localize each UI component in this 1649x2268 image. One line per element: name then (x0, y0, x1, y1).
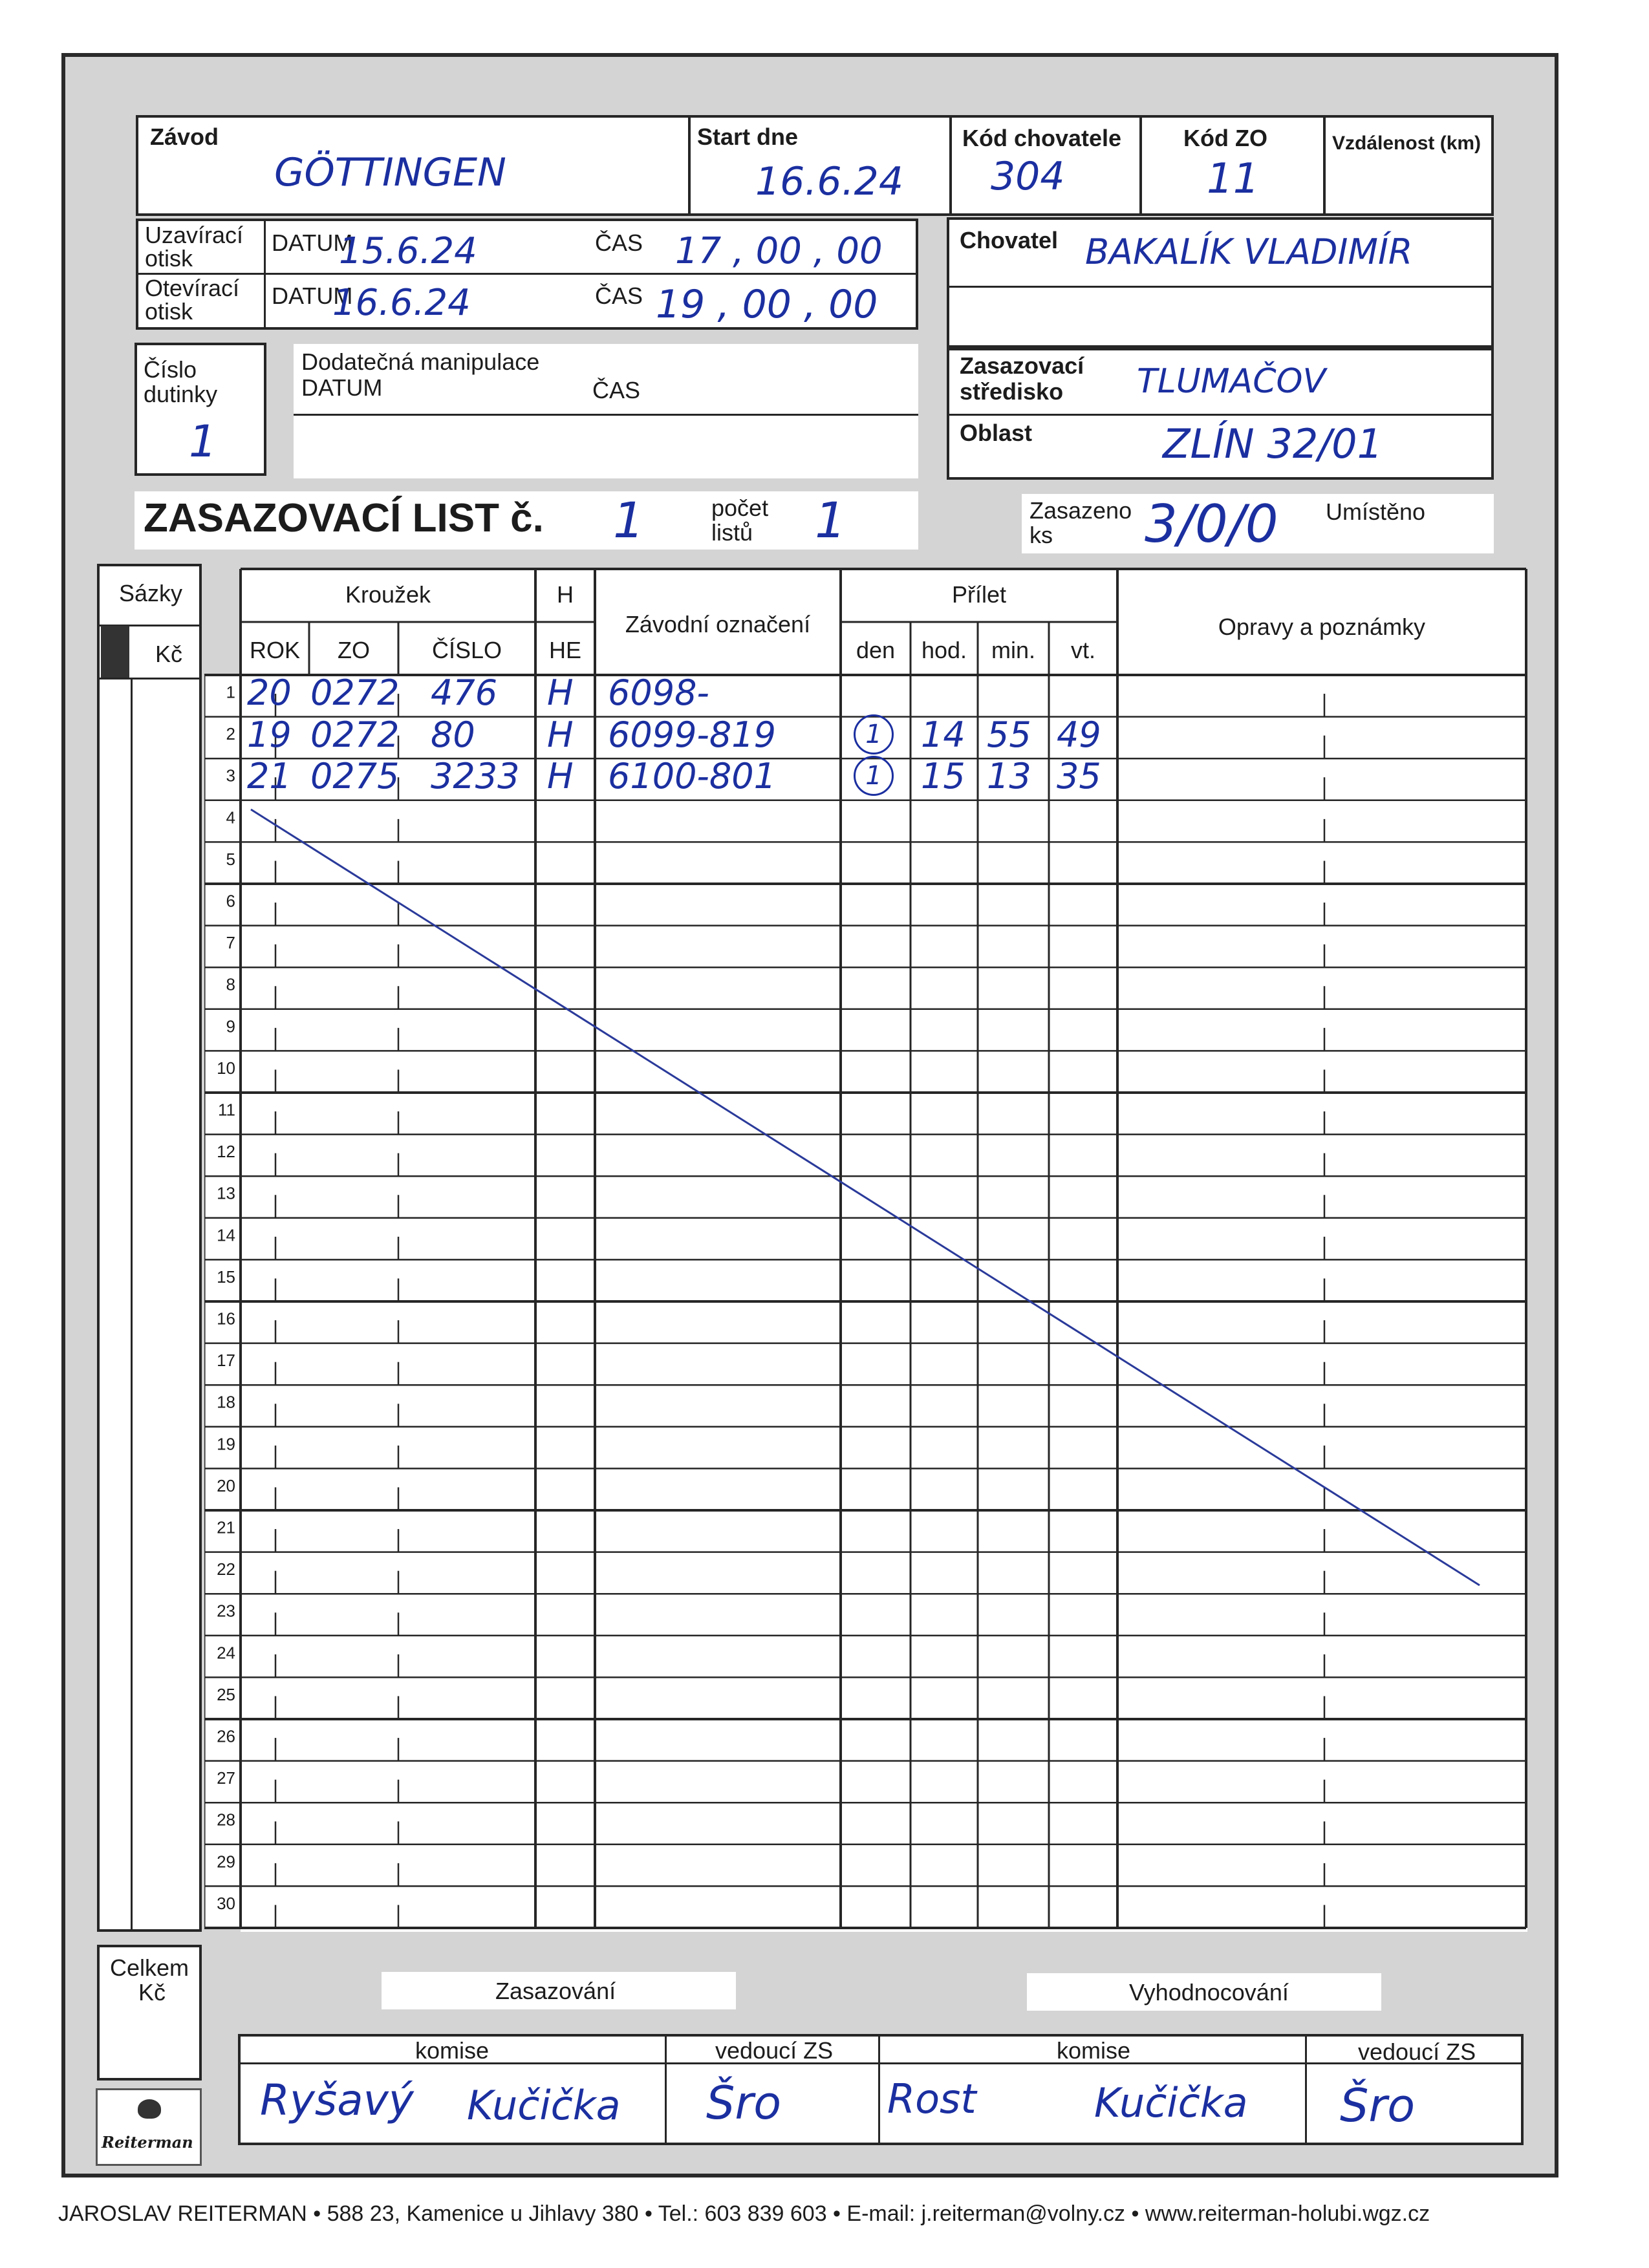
clock-box (136, 219, 918, 330)
opening-time: 19 , 00 , 00 (656, 282, 878, 327)
entry-mark: 6100-801 (608, 756, 776, 797)
row-number: 28 (217, 1810, 235, 1830)
entry-hod: 14 (921, 714, 965, 755)
min-label: min. (991, 637, 1036, 663)
opening-date-label: DATUM (272, 283, 353, 309)
race-box (136, 115, 691, 216)
notes-label: Opravy a poznámky (1218, 614, 1426, 640)
bets-label: Sázky (119, 580, 183, 606)
entry-min: 13 (987, 756, 1031, 797)
signature-5: Kučička (1094, 2079, 1248, 2126)
signature-3: Šro (706, 2077, 782, 2130)
row-number: 18 (217, 1392, 235, 1412)
rok-label: ROK (249, 637, 301, 663)
manipulation-time-label: ČAS (592, 377, 641, 403)
row-number: 23 (217, 1601, 235, 1621)
area-label: Oblast (960, 420, 1033, 446)
pigeon-icon (138, 2099, 161, 2119)
opening-label-1: Otevírací (145, 275, 240, 301)
manipulation-date-label: DATUM (301, 374, 383, 401)
row-number: 7 (226, 933, 235, 953)
placing-label-box (382, 1972, 736, 2009)
breeder-box (947, 217, 1494, 348)
row-number: 10 (217, 1058, 235, 1078)
race-label: Závod (150, 123, 219, 150)
entry-den: 1 (854, 756, 894, 796)
row-number: 11 (218, 1100, 235, 1120)
totals-label-1: Celkem (110, 1954, 189, 1981)
closing-date-label: DATUM (272, 230, 353, 256)
zo-code-label: Kód ZO (1183, 125, 1267, 151)
sheets-label-1: počet (711, 495, 769, 521)
row-number: 2 (226, 724, 235, 744)
entry-zo: 0275 (310, 756, 400, 797)
row-number: 8 (226, 974, 235, 994)
start-value: 16.6.24 (755, 159, 904, 204)
row-number: 21 (217, 1517, 235, 1537)
vt-label: vt. (1070, 637, 1096, 663)
entry-min: 55 (987, 714, 1031, 755)
entry-cislo: 476 (431, 672, 498, 713)
tube-value: 1 (189, 416, 217, 467)
distance-label: Vzdálenost (km) (1332, 133, 1482, 154)
hod-label: hod. (921, 637, 967, 663)
placed-label-2: ks (1029, 522, 1053, 548)
opening-label-2: otisk (145, 298, 193, 325)
entry-rok: 20 (247, 672, 292, 713)
start-box (688, 115, 952, 216)
row-number: 1 (226, 682, 235, 702)
sheets-value: 1 (815, 491, 846, 549)
totals-box (97, 1945, 202, 2081)
center-box (947, 348, 1494, 480)
tube-label-2: dutinky (144, 381, 218, 407)
bets-kc-label: Kč (155, 641, 183, 667)
entry-vt: 49 (1057, 714, 1101, 755)
closing-date: 15.6.24 (339, 230, 477, 272)
breeder-label: Chovatel (960, 227, 1059, 253)
signature-1: Ryšavý (260, 2075, 414, 2125)
entry-zo: 0272 (310, 672, 400, 713)
row-number: 17 (217, 1351, 235, 1371)
row-number: 3 (226, 765, 235, 786)
signature-6: Šro (1340, 2079, 1416, 2132)
start-label: Start dne (697, 123, 799, 150)
distance-box (1323, 115, 1494, 216)
evaluation-label: Vyhodnocování (1129, 1979, 1289, 2006)
race-mark-label: Závodní označení (625, 611, 811, 637)
h-label: H (557, 581, 574, 608)
entry-cislo: 3233 (431, 756, 520, 797)
row-number: 27 (217, 1768, 235, 1788)
entry-rok: 19 (247, 714, 292, 755)
closing-label-2: otisk (145, 245, 193, 272)
he-label: HE (548, 637, 582, 663)
entry-cislo: 80 (431, 714, 475, 755)
entry-mark: 6098- (608, 672, 709, 713)
row-number: 26 (217, 1726, 235, 1746)
row-number: 12 (217, 1142, 235, 1162)
breeder-code-value: 304 (991, 154, 1065, 199)
logo-text: Reiterman (102, 2133, 193, 2152)
entry-rok: 21 (247, 756, 292, 797)
entry-h: H (547, 756, 574, 797)
placement-label: Umístěno (1326, 498, 1426, 525)
breeder-code-box (949, 115, 1142, 216)
opening-time-label: ČAS (595, 283, 643, 309)
zo-code-value: 11 (1207, 155, 1260, 203)
placed-label-1: Zasazeno (1029, 497, 1132, 524)
row-number: 29 (217, 1852, 235, 1872)
row-number: 16 (217, 1309, 235, 1329)
row-number: 30 (217, 1893, 235, 1913)
tube-box (135, 343, 266, 476)
tube-label-1: Číslo (144, 356, 197, 383)
arrival-label: Přílet (951, 581, 1007, 608)
head-label-2: vedoucí ZS (1358, 2038, 1476, 2065)
list-title-box (135, 491, 918, 550)
row-number: 13 (217, 1183, 235, 1203)
placed-value: 3/0/0 (1145, 494, 1278, 554)
manipulation-box (294, 344, 918, 478)
bets-box (97, 564, 202, 1932)
placed-box (1022, 494, 1494, 553)
row-number: 19 (217, 1434, 235, 1454)
row-number: 20 (217, 1475, 235, 1495)
committee-label-2: komise (1057, 2037, 1131, 2064)
row-number: 9 (226, 1016, 235, 1036)
row-number: 14 (217, 1225, 235, 1245)
signature-4: Rost (887, 2075, 976, 2123)
row-number: 22 (217, 1559, 235, 1579)
evaluation-label-box (1027, 1973, 1381, 2011)
ring-label: Kroužek (345, 581, 431, 608)
entry-mark: 6099-819 (608, 714, 776, 755)
row-number: 4 (226, 808, 235, 828)
list-number: 1 (613, 491, 645, 549)
list-title: ZASAZOVACÍ LIST č. (144, 496, 544, 540)
signature-2: Kučička (467, 2082, 621, 2129)
zo-code-box (1139, 115, 1326, 216)
manipulation-label: Dodatečná manipulace (301, 348, 540, 375)
center-label-1: Zasazovací (960, 352, 1084, 379)
row-number: 6 (226, 891, 235, 911)
breeder-value: BAKALÍK VLADIMÍR (1085, 231, 1413, 272)
reiterman-logo (96, 2088, 202, 2166)
entry-den: 1 (854, 714, 894, 754)
footer: JAROSLAV REITERMAN • 588 23, Kamenice u Jihlavy 380 • Tel.: 603 839 603 • E-mail: j.reiterman@volny.cz • www.reiterman-holubi.wgz.cz (58, 2201, 1430, 2226)
row-number: 5 (226, 849, 235, 869)
sheets-label-2: listů (711, 519, 753, 546)
race-value: GÖTTINGEN (274, 150, 506, 195)
entry-hod: 15 (921, 756, 965, 797)
closing-label-1: Uzavírací (145, 222, 244, 248)
entry-zo: 0272 (310, 714, 400, 755)
breeder-code-label: Kód chovatele (962, 125, 1122, 151)
row-number: 24 (217, 1643, 235, 1663)
committee-label-1: komise (415, 2037, 490, 2064)
closing-time: 17 , 00 , 00 (675, 230, 883, 272)
row-number: 25 (217, 1684, 235, 1704)
zo-label: ZO (338, 637, 370, 663)
entry-h: H (547, 714, 574, 755)
entry-h: H (547, 672, 574, 713)
entry-vt: 35 (1057, 756, 1101, 797)
area-value: ZLÍN 32/01 (1163, 420, 1383, 467)
head-label-1: vedoucí ZS (715, 2037, 834, 2064)
signature-box (238, 2034, 1524, 2145)
totals-label-2: Kč (138, 1979, 166, 2006)
placing-label: Zasazování (495, 1978, 616, 2004)
den-label: den (856, 637, 896, 663)
center-label-2: středisko (960, 378, 1064, 405)
cislo-label: ČÍSLO (431, 637, 502, 663)
center-value: TLUMAČOV (1137, 362, 1326, 401)
row-number: 15 (217, 1267, 235, 1287)
closing-time-label: ČAS (595, 230, 643, 256)
opening-date: 16.6.24 (332, 282, 471, 324)
